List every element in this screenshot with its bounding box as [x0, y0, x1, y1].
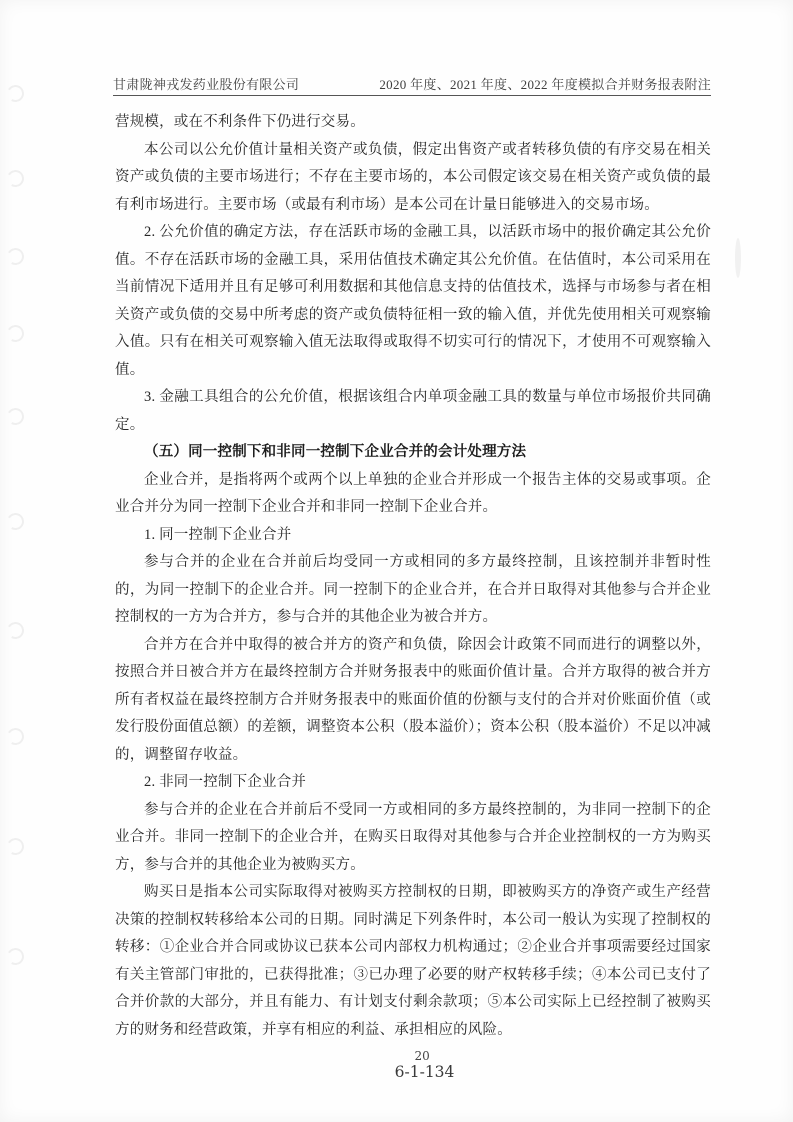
- scan-artifact-hole: [5, 946, 26, 967]
- scan-artifact-smudge: [735, 238, 741, 278]
- page-header: [113, 74, 711, 93]
- body-paragraph-same-control-definition: 参与合并的企业在合并前后均受同一方或相同的多方最终控制，且该控制并非暂时性的，为同一控制下的企业合并。同一控制下的企业合并，在合并日取得对其他参与合并企业控制权的一方为合并方，参与合并的其他企业为被合并方。: [115, 554, 711, 625]
- body-paragraph-fair-value-method: 2. 公允价值的确定方法，存在活跃市场的金融工具，以活跃市场中的报价确定其公允价值。不存在活跃市场的金融工具，采用估值技术确定其公允价值。在估值时，本公司采用在当前情况下适用并且有足够可利用数据和其他信息支持的估值技术，选择与市场参与者在相关资产或负债的交易中所考虑的资产或负债特征相一致的输入值，并优先使用相关可观察输入值。只有在相关可观察输入值无法取得或取得不切实可行的情况下，才使用不可观察输入值。: [115, 224, 711, 378]
- header-report-title: 2020 年度、2021 年度、2022 年度模拟合并财务报表附注: [379, 77, 711, 92]
- scan-artifact-hole: [5, 246, 26, 267]
- header-divider: [113, 95, 711, 96]
- document-body: [115, 109, 711, 1044]
- scan-artifact-hole: [5, 83, 26, 104]
- scan-artifact-hole: [5, 836, 26, 857]
- page-number-separator: -: [419, 1063, 425, 1081]
- section-heading-business-combination: （五）同一控制下和非同一控制下企业合并的会计处理方法: [144, 444, 527, 460]
- body-paragraph-portfolio-fair-value: 3. 金融工具组合的公允价值，根据该组合内单项金融工具的数量与单位市场报价共同确定。: [115, 389, 711, 433]
- scan-artifact-hole: [5, 726, 26, 747]
- body-paragraph-continuation: 营规模，或在不利条件下仍进行交易。: [115, 114, 365, 130]
- body-paragraph-same-control-measurement: 合并方在合并中取得的被合并方的资产和负债，除因会计政策不同而进行的调整以外，按照合并日被合并方在最终控制方合并财务报表中的账面价值计量。合并方取得的被合并方所有者权益在最终控制方合并财务报表中的账面价值的份额与支付的合并对价账面价值（或发行股份面值总额）的差额，调整资本公积（股本溢价）；资本公积（股本溢价）不足以冲减的，调整留存收益。: [115, 636, 711, 763]
- scan-artifact-hole: [5, 323, 26, 344]
- page-number-annotation: 20: [414, 1049, 430, 1063]
- body-paragraph-fair-value-market: 本公司以公允价值计量相关资产或负债，假定出售资产或者转移负债的有序交易在相关资产或负债的主要市场进行；不存在主要市场的，本公司假定该交易在相关资产或负债的最有利市场进行。主要市场（或最有利市场）是本公司在计量日能够进入的交易市场。: [115, 141, 711, 213]
- body-paragraph-purchase-date-conditions: 购买日是指本公司实际取得对被购买方控制权的日期，即被购买方的净资产或生产经营决策的控制权转移给本公司的日期。同时满足下列条件时，本公司一般认为实现了控制权的转移：①企业合并合同或协议已获本公司内部权力机构通过；②企业合并事项需要经过国家有关主管部门审批的，已获得批准；③已办理了必要的财产权转移手续；④本公司已支付了合并价款的大部分，并且有能力、有计划支付剩余款项；⑤本公司实际上已经控制了被购买方的财务和经营政策，并享有相应的利益、承担相应的风险。: [115, 884, 711, 1038]
- scan-artifact-hole: [5, 406, 26, 427]
- page-number: [0, 1049, 793, 1081]
- subsection-heading-same-control: 1. 同一控制下企业合并: [144, 526, 292, 543]
- scan-artifact-hole: [5, 511, 26, 532]
- page-number-right: 134: [424, 1063, 455, 1081]
- body-paragraph-combination-definition: 企业合并，是指将两个或两个以上单独的企业合并形成一个报告主体的交易或事项。企业合并分为同一控制下企业合并和非同一控制下企业合并。: [115, 471, 711, 515]
- header-company-name: 甘肃陇神戎发药业股份有限公司: [113, 77, 300, 92]
- page-number-left: 6-1: [394, 1063, 420, 1081]
- scan-artifact-hole: [5, 168, 26, 189]
- body-paragraph-non-same-control-definition: 参与合并的企业在合并前后不受同一方或相同的多方最终控制的，为非同一控制下的企业合并。非同一控制下的企业合并，在购买日取得对其他参与合并企业控制权的一方为购买方，参与合并的其他企业为被购买方。: [115, 801, 711, 873]
- scan-artifact-hole: [5, 620, 26, 641]
- subsection-heading-non-same-control: 2. 非同一控制下企业合并: [144, 774, 307, 790]
